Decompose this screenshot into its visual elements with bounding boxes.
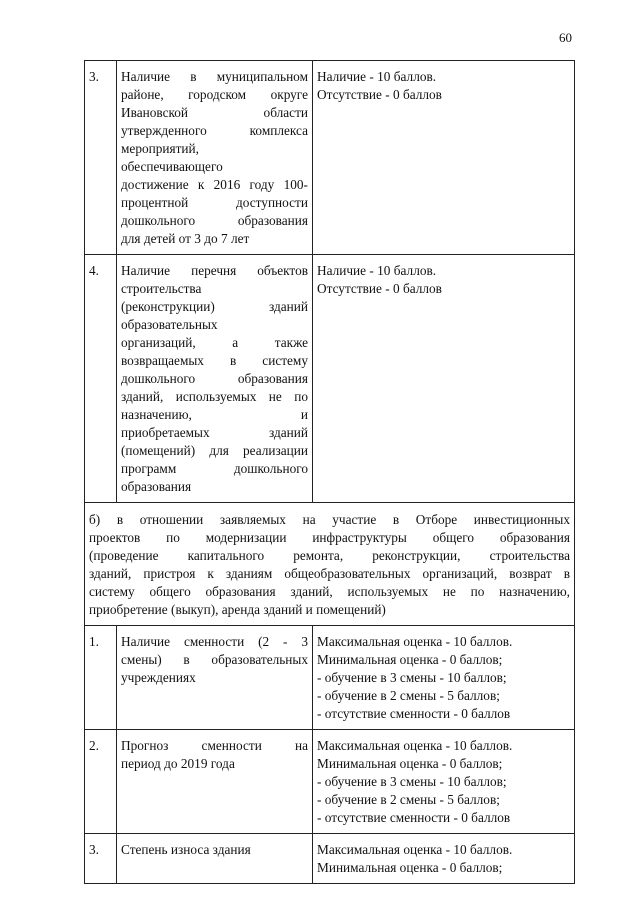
- description-line: возвращаемых в систему: [121, 353, 308, 368]
- scoring-line: - обучение в 3 смены - 10 баллов;: [317, 670, 507, 685]
- criterion-description: [117, 626, 313, 730]
- scoring-line: Минимальная оценка - 0 баллов;: [317, 756, 503, 771]
- description-line: Наличие перечня объектов: [121, 263, 308, 278]
- description-line: учреждениях: [121, 670, 196, 685]
- scoring-rule: [313, 834, 575, 884]
- description-line: строительства: [121, 281, 202, 296]
- description-line: достижение к 2016 году 100-: [121, 177, 308, 192]
- description-line: обеспечивающего: [121, 159, 223, 174]
- description-line: период до 2019 года: [121, 756, 235, 771]
- row-number: 3.: [85, 834, 117, 884]
- description-line: процентной доступности: [121, 195, 308, 210]
- scoring-line: - обучение в 2 смены - 5 баллов;: [317, 688, 500, 703]
- criterion-description: [117, 834, 313, 884]
- row-number: 4.: [85, 255, 117, 503]
- scoring-rule: [313, 730, 575, 834]
- scoring-rule: [313, 626, 575, 730]
- row-number: 3.: [85, 61, 117, 255]
- description-line: Степень износа здания: [121, 842, 251, 857]
- description-line: Наличие в муниципальном: [121, 69, 308, 84]
- description-line: дошкольного образования: [121, 371, 308, 386]
- section-line: систему общего образования зданий, используемых не по назначению,: [89, 584, 570, 599]
- scoring-line: Максимальная оценка - 10 баллов.: [317, 842, 513, 857]
- scoring-line: - отсутствие сменности - 0 баллов: [317, 706, 511, 721]
- description-line: смены) в образовательных: [121, 652, 308, 667]
- scoring-line: - отсутствие сменности - 0 баллов: [317, 810, 511, 825]
- criterion-description: [117, 61, 313, 255]
- table-row: [85, 255, 575, 503]
- scoring-line: Отсутствие - 0 баллов: [317, 281, 442, 296]
- description-line: зданий, используемых не по: [121, 389, 308, 404]
- table-row: [85, 730, 575, 834]
- description-line: назначению, и: [121, 407, 308, 422]
- criteria-table: [84, 60, 575, 884]
- description-line: Наличие сменности (2 - 3: [121, 634, 308, 649]
- scoring-line: Наличие - 10 баллов.: [317, 263, 437, 278]
- section-heading: [85, 503, 575, 626]
- description-line: Ивановской области: [121, 105, 308, 120]
- description-line: утвержденного комплекса: [121, 123, 308, 138]
- table-row: [85, 61, 575, 255]
- description-line: дошкольного образования: [121, 213, 308, 228]
- table-row: [85, 626, 575, 730]
- scoring-line: Отсутствие - 0 баллов: [317, 87, 442, 102]
- section-header-row: [85, 503, 575, 626]
- page-number: 60: [559, 30, 572, 45]
- row-number: 1.: [85, 626, 117, 730]
- description-line: для детей от 3 до 7 лет: [121, 231, 250, 246]
- scoring-line: Максимальная оценка - 10 баллов.: [317, 738, 513, 753]
- section-line: (проведение капитального ремонта, реконструкции, строительства: [89, 548, 570, 563]
- description-line: Прогноз сменности на: [121, 738, 308, 753]
- scoring-line: - обучение в 3 смены - 10 баллов;: [317, 774, 507, 789]
- scoring-line: - обучение в 2 смены - 5 баллов;: [317, 792, 500, 807]
- description-line: (помещений) для реализации: [121, 443, 308, 458]
- section-line: проектов по модернизации инфраструктуры общего образования: [89, 530, 570, 545]
- description-line: (реконструкции) зданий: [121, 299, 308, 314]
- row-number: 2.: [85, 730, 117, 834]
- scoring-rule: [313, 255, 575, 503]
- description-line: образовательных: [121, 317, 218, 332]
- description-line: организаций, а также: [121, 335, 308, 350]
- description-line: приобретаемых зданий: [121, 425, 308, 440]
- scoring-rule: [313, 61, 575, 255]
- table-row: [85, 834, 575, 884]
- description-line: образования: [121, 479, 192, 494]
- section-line: б) в отношении заявляемых на участие в Отборе инвестиционных: [89, 512, 570, 527]
- scoring-line: Минимальная оценка - 0 баллов;: [317, 860, 503, 875]
- scoring-line: Наличие - 10 баллов.: [317, 69, 437, 84]
- section-line: зданий, пристроя к зданиям общеобразовательных организаций, возврат в: [89, 566, 570, 581]
- description-line: районе, городском округе: [121, 87, 308, 102]
- scoring-line: Максимальная оценка - 10 баллов.: [317, 634, 513, 649]
- description-line: мероприятий,: [121, 141, 199, 156]
- criterion-description: [117, 255, 313, 503]
- description-line: программ дошкольного: [121, 461, 308, 476]
- section-line: приобретение (выкуп), аренда зданий и помещений): [89, 602, 386, 617]
- scoring-line: Минимальная оценка - 0 баллов;: [317, 652, 503, 667]
- criterion-description: [117, 730, 313, 834]
